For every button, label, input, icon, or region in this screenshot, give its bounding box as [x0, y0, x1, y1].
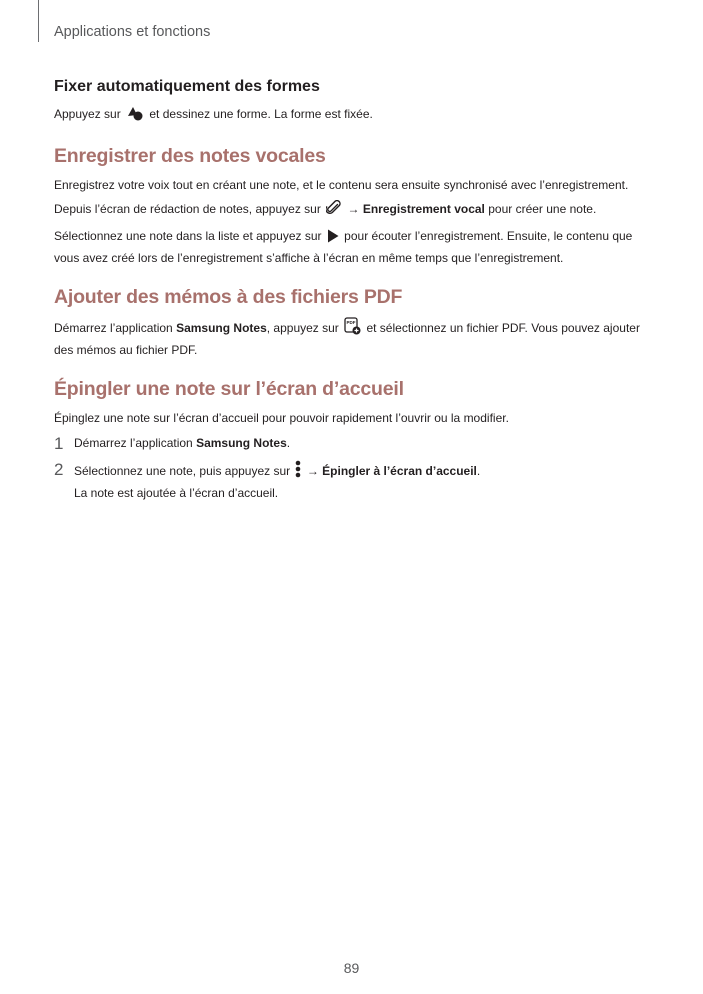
page-header-title: Applications et fonctions [54, 24, 211, 40]
paragraph-pin-intro: Épinglez une note sur l’écran d’accueil pour pouvoir rapidement l’ouvrir ou la modifier. [54, 411, 509, 425]
menu-option-pin-home: Épingler à l’écran d’accueil [322, 464, 477, 478]
text: Appuyez sur [54, 107, 125, 121]
text: . [286, 436, 291, 450]
paragraph-fix-shapes [54, 105, 654, 127]
text: , appuyez sur [266, 321, 343, 335]
app-name: Samsung Notes [196, 436, 287, 450]
pdf-icon-label: PDF [346, 320, 356, 325]
text: Démarrez l’application [54, 321, 177, 335]
text: pour créer une note. [484, 202, 597, 216]
arrow: → [344, 202, 363, 216]
page-content [54, 78, 654, 509]
text: Sélectionnez une note dans la liste et appuyez sur [54, 229, 325, 243]
step-number: 1 [54, 434, 64, 453]
step-text [74, 460, 480, 484]
page-number: 89 [343, 960, 360, 976]
text: Sélectionnez une note, puis appuyez sur [74, 464, 294, 478]
step-text [74, 434, 290, 453]
paragraph-pdf-memos [54, 317, 654, 360]
step-body [74, 434, 290, 453]
header-divider [38, 0, 39, 42]
text: Démarrez l’application [74, 436, 197, 450]
section-title-pdf-memos: Ajouter des mémos à des fichiers PDF [54, 286, 403, 308]
step-result-text: La note est ajoutée à l’écran d’accueil. [74, 486, 279, 500]
paragraph-voice-intro: Enregistrez votre voix tout en créant une note, et le contenu sera ensuite synchronisé avec l’enregistrement. [54, 178, 629, 192]
step-number: 2 [54, 460, 64, 479]
menu-option-voice-recording: Enregistrement vocal [362, 202, 485, 216]
step-item [54, 460, 654, 503]
section-heading-fix-shapes: Fixer automatiquement des formes [54, 78, 320, 95]
text: et dessinez une forme. La forme est fixée. [146, 107, 373, 121]
paragraph-voice-play [54, 227, 654, 268]
text: et sélectionnez un fichier PDF. Vous pouvez ajouter des mémos au fichier PDF. [54, 321, 640, 357]
app-name: Samsung Notes [176, 321, 267, 335]
shape-icon [126, 106, 144, 127]
play-icon [327, 229, 339, 249]
paperclip-icon [326, 200, 342, 222]
section-title-pin-note: Épingler une note sur l’écran d’accueil [54, 378, 404, 400]
text: . [476, 464, 481, 478]
paragraph-voice-record [54, 200, 654, 222]
text: pour écouter l’enregistrement. Ensuite, le contenu que vous avez créé lors de l’enregistrement s’affiche à l’écran en même temps que l’enregistrement. [54, 229, 633, 265]
section-title-voice-notes: Enregistrer des notes vocales [54, 145, 326, 167]
pdf-add-icon [344, 317, 361, 341]
text: Depuis l’écran de rédaction de notes, appuyez sur [54, 202, 325, 216]
more-options-icon [295, 460, 301, 484]
arrow: → [303, 464, 323, 478]
step-item [54, 434, 654, 454]
steps-list [54, 434, 654, 503]
step-body [74, 460, 480, 503]
